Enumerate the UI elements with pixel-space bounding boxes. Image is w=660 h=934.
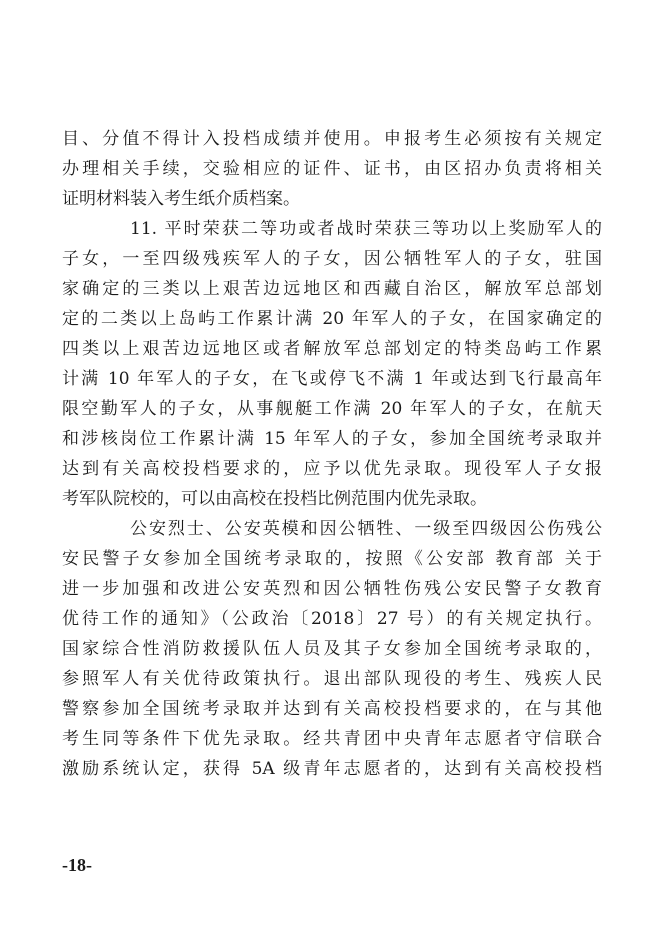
text-line: 达到有关高校投档要求的，应予以优先录取。现役军人子女报: [62, 459, 602, 479]
text-line: 优待工作的通知》（公政治〔2018〕27 号）的有关规定执行。: [62, 609, 602, 629]
text-line: 警察参加全国统考录取并达到有关高校投档要求的，在与其他: [62, 699, 602, 719]
text-line: 考军队院校的，可以由高校在投档比例范围内优先录取。: [62, 489, 487, 509]
text-line: 计满 10 年军人的子女，在飞或停飞不满 1 年或达到飞行最高年: [62, 369, 602, 389]
text-line: 家确定的三类以上艰苦边远地区和西藏自治区，解放军总部划: [62, 279, 602, 299]
text-line: 进一步加强和改进公安英烈和因公牺牲伤残公安民警子女教育: [62, 579, 602, 599]
text-line: 办理相关手续，交验相应的证件、证书，由区招办负责将相关: [62, 159, 602, 179]
text-line: 考生同等条件下优先录取。经共青团中央青年志愿者守信联合: [62, 729, 602, 749]
text-line: 证明材料装入考生纸介质档案。: [62, 189, 300, 209]
text-line: 公安烈士、公安英模和因公牺牲、一级至四级因公伤残公: [130, 519, 602, 539]
text-line: 限空勤军人的子女，从事舰艇工作满 20 年军人的子女，在航天: [62, 399, 602, 419]
page-number: -18-: [62, 855, 92, 875]
text-line: 和涉核岗位工作累计满 15 年军人的子女，参加全国统考录取并: [62, 429, 602, 449]
body-text: [62, 124, 602, 784]
text-line: 11. 平时荣获二等功或者战时荣获三等功以上奖励军人的: [130, 219, 602, 239]
text-line: 激励系统认定，获得 5A 级青年志愿者的，达到有关高校投档: [62, 759, 602, 779]
text-line: 参照军人有关优待政策执行。退出部队现役的考生、残疾人民: [62, 669, 602, 689]
text-line: 安民警子女参加全国统考录取的，按照《公安部 教育部 关于: [62, 549, 602, 569]
text-line: 国家综合性消防救援队伍人员及其子女参加全国统考录取的，: [62, 639, 602, 659]
text-line: 子女，一至四级残疾军人的子女，因公牺牲军人的子女，驻国: [62, 249, 602, 269]
text-line: 四类以上艰苦边远地区或者解放军总部划定的特类岛屿工作累: [62, 339, 602, 359]
text-line: 目、分值不得计入投档成绩并使用。申报考生必须按有关规定: [62, 129, 602, 149]
text-line: 定的二类以上岛屿工作累计满 20 年军人的子女，在国家确定的: [62, 309, 602, 329]
